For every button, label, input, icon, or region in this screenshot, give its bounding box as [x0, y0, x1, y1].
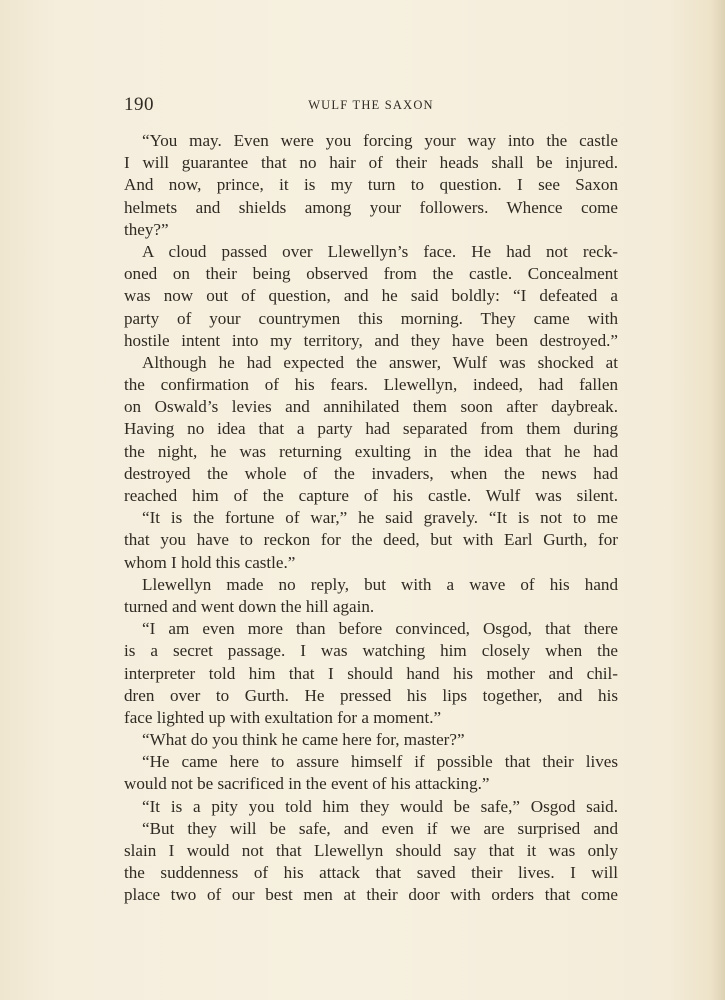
text-line: place two of our best men at their door with orders that come	[124, 885, 618, 905]
page-header	[124, 94, 618, 118]
text-line: party of your countrymen this morning. They came with	[124, 308, 618, 328]
text-line: the suddenness of his attack that saved their lives. I will	[124, 863, 618, 883]
text-line: reached him of the capture of his castle. Wulf was silent.	[124, 486, 618, 505]
page-edge-shadow	[711, 0, 725, 1000]
text-line: the confirmation of his fears. Llewellyn, indeed, had fallen	[124, 375, 618, 395]
text-line: was now out of question, and he said boldly: “I defeated a	[124, 286, 618, 306]
text-line: the night, he was returning exulting in the idea that he had	[124, 441, 618, 461]
text-line: “He came here to assure himself if possible that their lives	[142, 752, 618, 772]
text-line: whom I hold this castle.”	[124, 552, 296, 572]
text-line: “What do you think he came here for, master?”	[142, 730, 465, 750]
text-line: helmets and shields among your followers. Whence come	[124, 197, 618, 217]
text-line: interpreter told him that I should hand his mother and chil-	[124, 663, 618, 683]
text-line: is a secret passage. I was watching him closely when the	[124, 641, 618, 661]
text-line: “It is the fortune of war,” he said gravely. “It is not to me	[142, 508, 618, 528]
text-line: And now, prince, it is my turn to question. I see Saxon	[124, 175, 618, 195]
body-text	[124, 130, 618, 907]
text-line: on Oswald’s levies and annihilated them soon after daybreak.	[124, 397, 618, 417]
text-line: Llewellyn made no reply, but with a wave of his hand	[142, 574, 618, 594]
text-line: turned and went down the hill again.	[124, 596, 375, 616]
text-line: Having no idea that a party had separated from them during	[124, 419, 618, 439]
text-line: “You may. Even were you forcing your way into the castle	[142, 131, 618, 150]
text-line: oned on their being observed from the castle. Concealment	[124, 264, 618, 284]
text-line: hostile intent into my territory, and they have been destroyed.”	[124, 330, 618, 350]
text-line: destroyed the whole of the invaders, when the news had	[124, 463, 618, 483]
text-line: “But they will be safe, and even if we are surprised and	[142, 818, 618, 838]
text-line: that you have to reckon for the deed, but with Earl Gurth, for	[124, 530, 618, 550]
text-line: I will guarantee that no hair of their heads shall be injured.	[124, 153, 618, 173]
page-number: 190	[124, 94, 154, 115]
running-head: WULF THE SAXON	[308, 98, 434, 112]
text-line: dren over to Gurth. He pressed his lips together, and his	[124, 685, 618, 705]
text-line: they?”	[124, 219, 169, 239]
text-line: face lighted up with exultation for a moment.”	[124, 707, 442, 727]
text-line: slain I would not that Llewellyn should say that it was only	[124, 841, 618, 860]
text-line: would not be sacrificed in the event of his attacking.”	[124, 774, 490, 794]
text-line: Although he had expected the answer, Wulf was shocked at	[142, 352, 618, 372]
text-line: A cloud passed over Llewellyn’s face. He had not reck-	[142, 241, 618, 261]
text-line: “It is a pity you told him they would be safe,” Osgod said.	[142, 796, 618, 816]
text-line: “I am even more than before convinced, Osgod, that there	[142, 619, 618, 639]
